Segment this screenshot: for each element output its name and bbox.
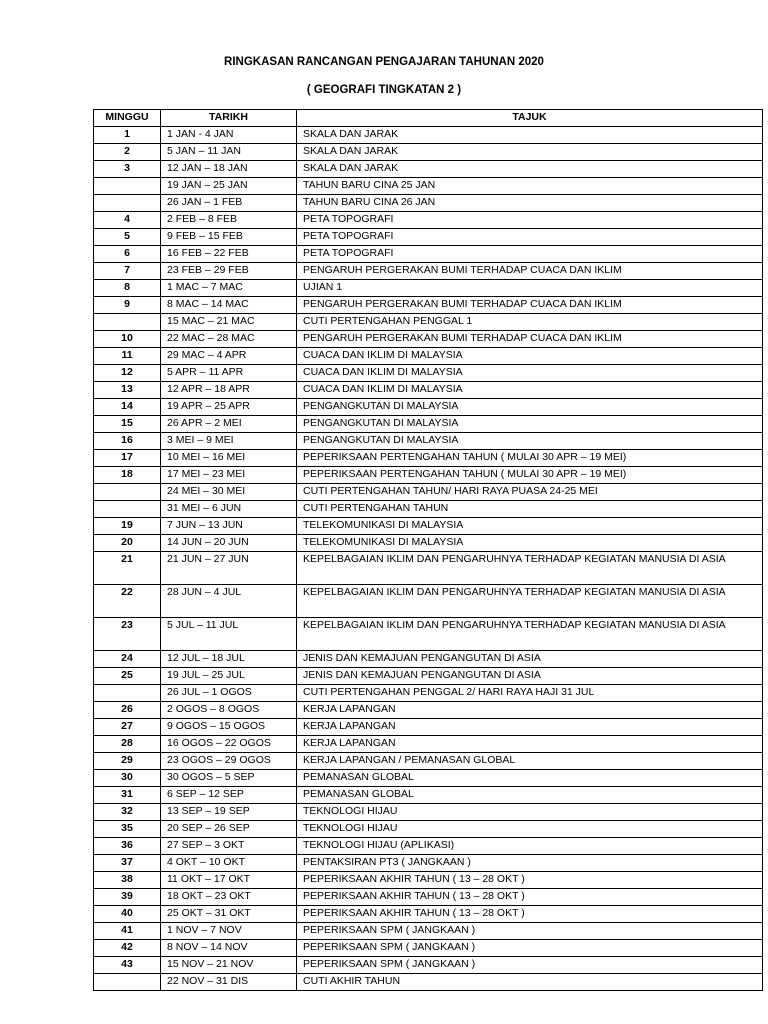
cell-minggu: 26 <box>94 702 161 719</box>
cell-tarikh: 27 SEP – 3 OKT <box>161 838 297 855</box>
cell-tajuk: CUTI AKHIR TAHUN <box>297 974 763 991</box>
table-row <box>94 872 763 889</box>
table-row <box>94 127 763 144</box>
cell-minggu: 42 <box>94 940 161 957</box>
table-row <box>94 702 763 719</box>
cell-minggu: 14 <box>94 399 161 416</box>
table-row <box>94 889 763 906</box>
table-row <box>94 518 763 535</box>
table-row <box>94 501 763 518</box>
cell-tajuk: PENGARUH PERGERAKAN BUMI TERHADAP CUACA DAN IKLIM <box>297 263 763 280</box>
header-tarikh: TARIKH <box>161 110 297 127</box>
table-row <box>94 736 763 753</box>
cell-tarikh: 1 MAC – 7 MAC <box>161 280 297 297</box>
cell-tarikh: 15 NOV – 21 NOV <box>161 957 297 974</box>
cell-tarikh: 12 APR – 18 APR <box>161 382 297 399</box>
table-row <box>94 585 763 618</box>
cell-tajuk: UJIAN 1 <box>297 280 763 297</box>
table-row <box>94 838 763 855</box>
cell-tarikh: 23 OGOS – 29 OGOS <box>161 753 297 770</box>
table-row <box>94 552 763 585</box>
schedule-body <box>94 127 763 991</box>
cell-tajuk: CUTI PERTENGAHAN TAHUN <box>297 501 763 518</box>
cell-tarikh: 19 APR – 25 APR <box>161 399 297 416</box>
table-row <box>94 906 763 923</box>
cell-tajuk: CUTI PERTENGAHAN TAHUN/ HARI RAYA PUASA 24-25 MEI <box>297 484 763 501</box>
cell-tajuk: KERJA LAPANGAN <box>297 702 763 719</box>
table-row <box>94 263 763 280</box>
cell-tajuk: KERJA LAPANGAN <box>297 719 763 736</box>
cell-tajuk: TELEKOMUNIKASI DI MALAYSIA <box>297 518 763 535</box>
cell-minggu: 37 <box>94 855 161 872</box>
table-row <box>94 940 763 957</box>
cell-tajuk: PEPERIKSAAN PERTENGAHAN TAHUN ( MULAI 30 APR – 19 MEI) <box>297 450 763 467</box>
cell-tajuk: JENIS DAN KEMAJUAN PENGANGUTAN DI ASIA <box>297 668 763 685</box>
table-row <box>94 416 763 433</box>
cell-minggu: 10 <box>94 331 161 348</box>
cell-tajuk: PENTAKSIRAN PT3 ( JANGKAAN ) <box>297 855 763 872</box>
cell-minggu: 24 <box>94 651 161 668</box>
cell-minggu <box>94 484 161 501</box>
cell-minggu: 23 <box>94 618 161 651</box>
cell-tajuk: TEKNOLOGI HIJAU (APLIKASI) <box>297 838 763 855</box>
table-row <box>94 651 763 668</box>
cell-tajuk: TELEKOMUNIKASI DI MALAYSIA <box>297 535 763 552</box>
cell-minggu: 29 <box>94 753 161 770</box>
table-row <box>94 365 763 382</box>
cell-minggu: 12 <box>94 365 161 382</box>
cell-tajuk: TAHUN BARU CINA 25 JAN <box>297 178 763 195</box>
table-row <box>94 144 763 161</box>
table-row <box>94 753 763 770</box>
cell-minggu: 3 <box>94 161 161 178</box>
cell-minggu: 41 <box>94 923 161 940</box>
cell-tarikh: 14 JUN – 20 JUN <box>161 535 297 552</box>
cell-tarikh: 26 JUL – 1 OGOS <box>161 685 297 702</box>
header-tajuk: TAJUK <box>297 110 763 127</box>
cell-tarikh: 12 JAN – 18 JAN <box>161 161 297 178</box>
cell-tarikh: 6 SEP – 12 SEP <box>161 787 297 804</box>
cell-minggu: 25 <box>94 668 161 685</box>
cell-tarikh: 5 APR – 11 APR <box>161 365 297 382</box>
header-minggu: MINGGU <box>94 110 161 127</box>
cell-minggu: 22 <box>94 585 161 618</box>
cell-tajuk: PEMANASAN GLOBAL <box>297 787 763 804</box>
table-row <box>94 348 763 365</box>
cell-minggu: 27 <box>94 719 161 736</box>
cell-tarikh: 2 OGOS – 8 OGOS <box>161 702 297 719</box>
cell-tajuk: SKALA DAN JARAK <box>297 144 763 161</box>
cell-tajuk: PETA TOPOGRAFI <box>297 212 763 229</box>
cell-minggu: 32 <box>94 804 161 821</box>
cell-tajuk: PEPERIKSAAN SPM ( JANGKAAN ) <box>297 957 763 974</box>
cell-tarikh: 28 JUN – 4 JUL <box>161 585 297 618</box>
table-row <box>94 433 763 450</box>
cell-tarikh: 12 JUL – 18 JUL <box>161 651 297 668</box>
cell-tarikh: 1 JAN - 4 JAN <box>161 127 297 144</box>
cell-tajuk: CUTI PERTENGAHAN PENGGAL 2/ HARI RAYA HAJI 31 JUL <box>297 685 763 702</box>
cell-tarikh: 2 FEB – 8 FEB <box>161 212 297 229</box>
table-row <box>94 382 763 399</box>
cell-minggu: 11 <box>94 348 161 365</box>
cell-tajuk: TEKNOLOGI HIJAU <box>297 804 763 821</box>
cell-tajuk: PEPERIKSAAN PERTENGAHAN TAHUN ( MULAI 30 APR – 19 MEI) <box>297 467 763 484</box>
cell-tajuk: PENGANGKUTAN DI MALAYSIA <box>297 433 763 450</box>
cell-minggu: 40 <box>94 906 161 923</box>
cell-tarikh: 29 MAC – 4 APR <box>161 348 297 365</box>
cell-tajuk: PEPERIKSAAN AKHIR TAHUN ( 13 – 28 OKT ) <box>297 906 763 923</box>
cell-tajuk: PENGANGKUTAN DI MALAYSIA <box>297 399 763 416</box>
table-row <box>94 957 763 974</box>
cell-tarikh: 3 MEI – 9 MEI <box>161 433 297 450</box>
cell-tarikh: 26 APR – 2 MEI <box>161 416 297 433</box>
cell-tarikh: 22 MAC – 28 MAC <box>161 331 297 348</box>
table-row <box>94 467 763 484</box>
cell-minggu: 19 <box>94 518 161 535</box>
cell-tajuk: CUACA DAN IKLIM DI MALAYSIA <box>297 348 763 365</box>
cell-minggu: 28 <box>94 736 161 753</box>
header-row <box>94 110 763 127</box>
cell-minggu: 38 <box>94 872 161 889</box>
table-row <box>94 161 763 178</box>
cell-tajuk: SKALA DAN JARAK <box>297 127 763 144</box>
cell-tajuk: KEPELBAGAIAN IKLIM DAN PENGARUHNYA TERHADAP KEGIATAN MANUSIA DI ASIA <box>297 552 763 585</box>
cell-tajuk: PEPERIKSAAN SPM ( JANGKAAN ) <box>297 923 763 940</box>
cell-tarikh: 5 JAN – 11 JAN <box>161 144 297 161</box>
cell-tarikh: 24 MEI – 30 MEI <box>161 484 297 501</box>
cell-tarikh: 31 MEI – 6 JUN <box>161 501 297 518</box>
cell-minggu <box>94 195 161 212</box>
table-row <box>94 974 763 991</box>
cell-minggu <box>94 178 161 195</box>
cell-tajuk: PETA TOPOGRAFI <box>297 229 763 246</box>
table-row <box>94 297 763 314</box>
table-row <box>94 668 763 685</box>
cell-minggu: 20 <box>94 535 161 552</box>
cell-tarikh: 30 OGOS – 5 SEP <box>161 770 297 787</box>
cell-minggu: 36 <box>94 838 161 855</box>
cell-tarikh: 21 JUN – 27 JUN <box>161 552 297 585</box>
cell-minggu: 17 <box>94 450 161 467</box>
cell-tajuk: PETA TOPOGRAFI <box>297 246 763 263</box>
cell-tarikh: 7 JUN – 13 JUN <box>161 518 297 535</box>
cell-tarikh: 19 JUL – 25 JUL <box>161 668 297 685</box>
cell-minggu: 43 <box>94 957 161 974</box>
cell-minggu: 4 <box>94 212 161 229</box>
table-row <box>94 212 763 229</box>
cell-tajuk: KEPELBAGAIAN IKLIM DAN PENGARUHNYA TERHADAP KEGIATAN MANUSIA DI ASIA <box>297 585 763 618</box>
table-row <box>94 804 763 821</box>
cell-tarikh: 10 MEI – 16 MEI <box>161 450 297 467</box>
cell-tarikh: 5 JUL – 11 JUL <box>161 618 297 651</box>
cell-tajuk: KERJA LAPANGAN <box>297 736 763 753</box>
cell-minggu: 6 <box>94 246 161 263</box>
table-row <box>94 685 763 702</box>
cell-minggu: 5 <box>94 229 161 246</box>
table-row <box>94 787 763 804</box>
cell-tarikh: 13 SEP – 19 SEP <box>161 804 297 821</box>
cell-minggu: 16 <box>94 433 161 450</box>
cell-tajuk: PENGARUH PERGERAKAN BUMI TERHADAP CUACA DAN IKLIM <box>297 297 763 314</box>
cell-minggu <box>94 314 161 331</box>
cell-tajuk: KERJA LAPANGAN / PEMANASAN GLOBAL <box>297 753 763 770</box>
cell-tajuk: CUACA DAN IKLIM DI MALAYSIA <box>297 382 763 399</box>
table-row <box>94 923 763 940</box>
table-row <box>94 821 763 838</box>
cell-tarikh: 25 OKT – 31 OKT <box>161 906 297 923</box>
schedule-table <box>93 109 763 991</box>
table-row <box>94 280 763 297</box>
table-row <box>94 450 763 467</box>
document-title: RINGKASAN RANCANGAN PENGAJARAN TAHUNAN 2020 <box>224 56 544 68</box>
cell-tarikh: 8 MAC – 14 MAC <box>161 297 297 314</box>
cell-tajuk: TAHUN BARU CINA 26 JAN <box>297 195 763 212</box>
cell-tajuk: TEKNOLOGI HIJAU <box>297 821 763 838</box>
cell-tajuk: PENGARUH PERGERAKAN BUMI TERHADAP CUACA DAN IKLIM <box>297 331 763 348</box>
table-row <box>94 399 763 416</box>
cell-tajuk: PEPERIKSAAN SPM ( JANGKAAN ) <box>297 940 763 957</box>
cell-minggu: 15 <box>94 416 161 433</box>
cell-minggu: 30 <box>94 770 161 787</box>
cell-minggu: 1 <box>94 127 161 144</box>
table-row <box>94 719 763 736</box>
cell-minggu: 8 <box>94 280 161 297</box>
cell-tajuk: PENGANGKUTAN DI MALAYSIA <box>297 416 763 433</box>
cell-tajuk: CUACA DAN IKLIM DI MALAYSIA <box>297 365 763 382</box>
cell-tarikh: 1 NOV – 7 NOV <box>161 923 297 940</box>
cell-tarikh: 17 MEI – 23 MEI <box>161 467 297 484</box>
cell-tajuk: JENIS DAN KEMAJUAN PENGANGUTAN DI ASIA <box>297 651 763 668</box>
cell-tarikh: 11 OKT – 17 OKT <box>161 872 297 889</box>
table-row <box>94 178 763 195</box>
table-row <box>94 229 763 246</box>
cell-tarikh: 23 FEB – 29 FEB <box>161 263 297 280</box>
cell-minggu: 31 <box>94 787 161 804</box>
table-row <box>94 246 763 263</box>
table-row <box>94 195 763 212</box>
cell-tajuk: PEPERIKSAAN AKHIR TAHUN ( 13 – 28 OKT ) <box>297 872 763 889</box>
cell-minggu: 21 <box>94 552 161 585</box>
cell-tarikh: 9 OGOS – 15 OGOS <box>161 719 297 736</box>
cell-minggu: 2 <box>94 144 161 161</box>
document-subtitle: ( GEOGRAFI TINGKATAN 2 ) <box>306 84 462 96</box>
cell-tajuk: PEMANASAN GLOBAL <box>297 770 763 787</box>
cell-tarikh: 16 FEB – 22 FEB <box>161 246 297 263</box>
table-row <box>94 770 763 787</box>
table-row <box>94 855 763 872</box>
cell-tarikh: 16 OGOS – 22 OGOS <box>161 736 297 753</box>
cell-tarikh: 18 OKT – 23 OKT <box>161 889 297 906</box>
cell-tarikh: 19 JAN – 25 JAN <box>161 178 297 195</box>
cell-minggu: 7 <box>94 263 161 280</box>
cell-tarikh: 4 OKT – 10 OKT <box>161 855 297 872</box>
table-row <box>94 314 763 331</box>
cell-tarikh: 26 JAN – 1 FEB <box>161 195 297 212</box>
cell-tajuk: PEPERIKSAAN AKHIR TAHUN ( 13 – 28 OKT ) <box>297 889 763 906</box>
cell-tajuk: KEPELBAGAIAN IKLIM DAN PENGARUHNYA TERHADAP KEGIATAN MANUSIA DI ASIA <box>297 618 763 651</box>
cell-tarikh: 22 NOV – 31 DIS <box>161 974 297 991</box>
table-row <box>94 331 763 348</box>
cell-tarikh: 20 SEP – 26 SEP <box>161 821 297 838</box>
table-row <box>94 484 763 501</box>
cell-minggu: 18 <box>94 467 161 484</box>
cell-minggu <box>94 974 161 991</box>
cell-minggu: 35 <box>94 821 161 838</box>
cell-minggu <box>94 501 161 518</box>
cell-minggu <box>94 685 161 702</box>
cell-minggu: 9 <box>94 297 161 314</box>
cell-tajuk: CUTI PERTENGAHAN PENGGAL 1 <box>297 314 763 331</box>
cell-minggu: 39 <box>94 889 161 906</box>
table-row <box>94 618 763 651</box>
table-row <box>94 535 763 552</box>
cell-tarikh: 15 MAC – 21 MAC <box>161 314 297 331</box>
cell-tarikh: 9 FEB – 15 FEB <box>161 229 297 246</box>
cell-minggu: 13 <box>94 382 161 399</box>
cell-tajuk: SKALA DAN JARAK <box>297 161 763 178</box>
cell-tarikh: 8 NOV – 14 NOV <box>161 940 297 957</box>
